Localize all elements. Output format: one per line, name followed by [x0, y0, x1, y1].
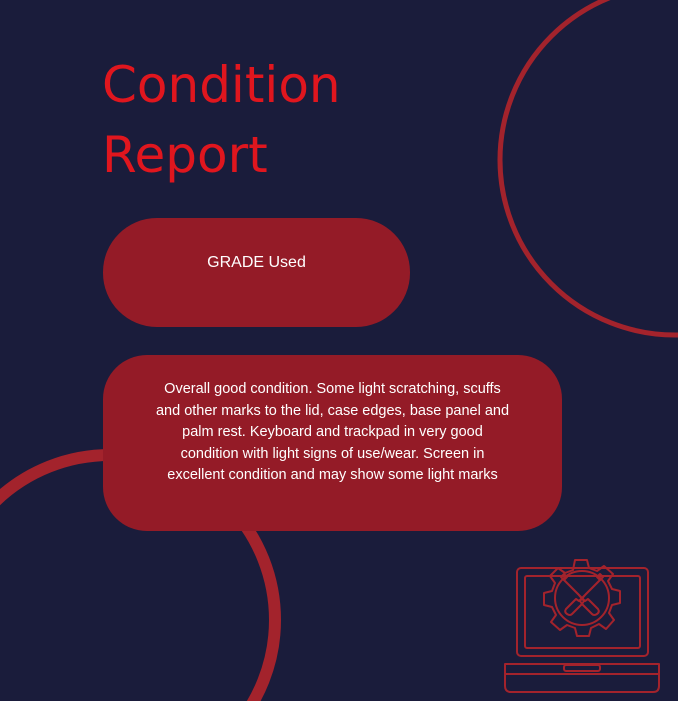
page-title — [102, 50, 341, 190]
grade-label: GRADE Used — [207, 253, 306, 271]
title-line-2: Report — [102, 126, 268, 184]
grade-badge — [103, 218, 410, 327]
condition-description-box — [103, 355, 562, 531]
condition-description: Overall good condition. Some light scratching, scuffs and other marks to the lid, case edges, base panel and palm rest. Keyboard and trackpad in very good condition with light signs of use/wear. Screen in excellent condition and may show some light marks — [155, 381, 510, 483]
title-line-1: Condition — [102, 56, 341, 114]
top-right-arc — [500, 0, 678, 335]
laptop-gear-tools-icon — [502, 546, 662, 696]
